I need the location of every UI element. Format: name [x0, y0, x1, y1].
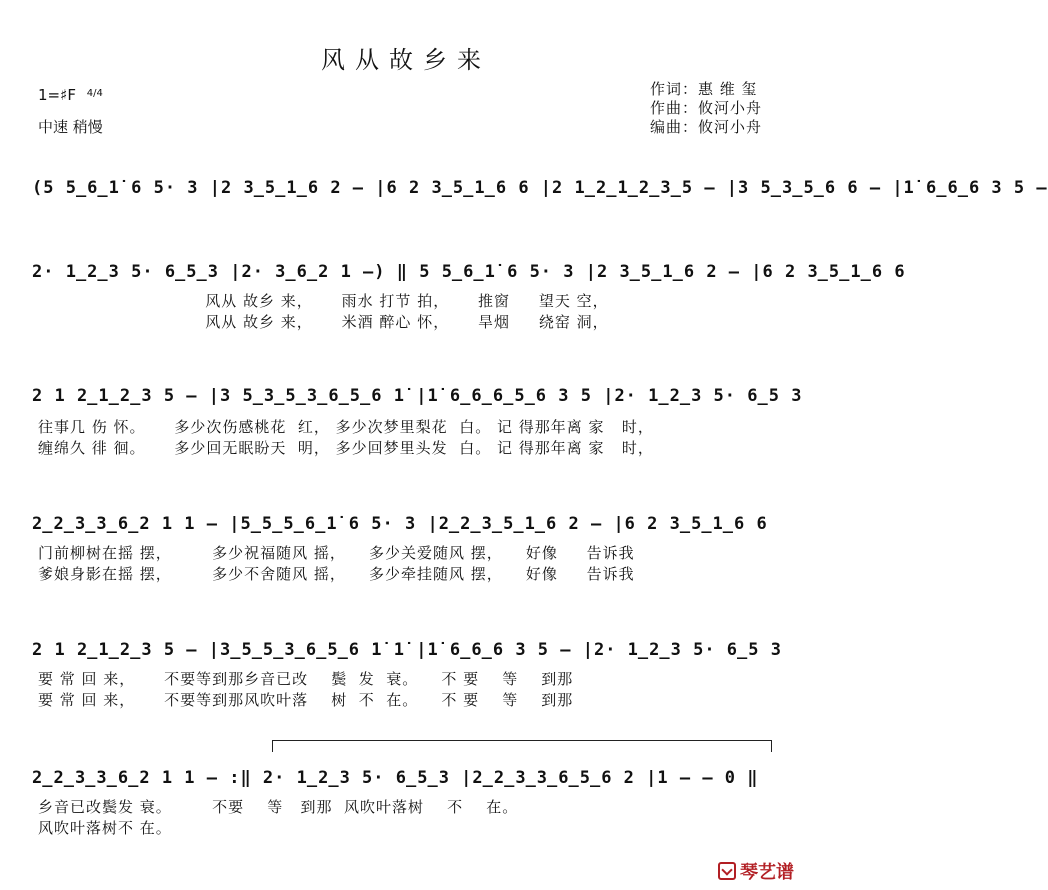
- watermark-logo: [718, 858, 794, 884]
- notation-row: 2 1 2̲1̲2̲3 5 – |3 5̲3̲5̲3̲6̲5̲6 1̇ |1̇ 6̲6̲6̲5̲6 3 5 |2· 1̲2̲3 5· 6̲5 3: [32, 386, 803, 406]
- key-label: 1=♯F: [38, 86, 76, 104]
- volta-bracket-left: [272, 740, 273, 752]
- watermark-text: 琴艺谱: [740, 862, 794, 883]
- notation-row: 2̲2̲3̲3̲6̲2 1 1 – |5̲5̲5̲6̲1̇ 6 5· 3 |2̲2̲3̲5̲1̲6 2 – |6 2 3̲5̲1̲6 6: [32, 514, 768, 534]
- volta-bracket-right: [771, 740, 772, 752]
- lyric-line: 要 常 回 来， 不要等到那风吹叶落 树 不 在。 不 要 等 到那: [38, 691, 574, 709]
- notation-row: 2· 1̲2̲3 5· 6̲5̲3 |2· 3̲6̲2 1 –) ‖ 5 5̲6̲1̇ 6 5· 3 |2 3̲5̲1̲6 2 – |6 2 3̲5̲1̲6 6: [32, 262, 906, 282]
- time-signature: 4/4: [86, 88, 103, 99]
- key-signature: [38, 86, 103, 104]
- notation-row: (5 5̲6̲1̇ 6 5· 3 |2 3̲5̲1̲6 2 – |6 2 3̲5̲1̲6 6 |2 1̲2̲1̲2̲3̲5 – |3 5̲3̲5̲6 6 – |1̇ 6̲6̲6 3 5 –: [32, 178, 1048, 198]
- arranger-credit: 编曲：攸河小舟: [650, 118, 763, 136]
- composer-credit: 作曲：攸河小舟: [650, 99, 763, 117]
- lyric-line: 爹娘身影在摇 摆， 多少不舍随风 摇， 多少牵挂随风 摆， 好像 告诉我: [38, 565, 635, 583]
- tempo-marking: 中速 稍慢: [38, 118, 103, 136]
- lyric-line: 风吹叶落树不 在。: [38, 819, 172, 837]
- lyric-line: 往事几 伤 怀。 多少次伤感桃花 红， 多少次梦里梨花 白。 记 得那年离 家 时，: [38, 418, 654, 436]
- logo-icon: [718, 862, 736, 880]
- lyric-line: 门前柳树在摇 摆， 多少祝福随风 摇， 多少关爱随风 摆， 好像 告诉我: [38, 544, 635, 562]
- lyric-line: 要 常 回 来， 不要等到那乡音已改 鬓 发 衰。 不 要 等 到那: [38, 670, 574, 688]
- volta-bracket: [272, 740, 772, 741]
- notation-row: 2 1 2̲1̲2̲3 5 – |3̲5̲5̲3̲6̲5̲6 1̇ 1̇ |1̇ 6̲6̲6 3 5 – |2· 1̲2̲3 5· 6̲5 3: [32, 640, 782, 660]
- lyric-line: 风从 故乡 来， 米酒 醉心 怀， 旱烟 绕窑 洞，: [38, 313, 609, 331]
- lyricist-credit: 作词：惠 维 玺: [650, 80, 758, 98]
- page-title: 风从故乡来: [321, 46, 491, 74]
- lyric-line: 风从 故乡 来， 雨水 打节 拍， 推窗 望天 空，: [38, 292, 609, 310]
- lyric-line: 乡音已改鬓发 衰。 不要 等 到那 风吹叶落树 不 在。: [38, 798, 519, 816]
- notation-row: 2̲2̲3̲3̲6̲2 1 1 – :‖ 2· 1̲2̲3 5· 6̲5̲3 |2̲2̲3̲3̲6̲5̲6 2 |1 – – 0 ‖: [32, 768, 759, 788]
- lyric-line: 缠绵久 徘 徊。 多少回无眠盼天 明， 多少回梦里头发 白。 记 得那年离 家 时，: [38, 439, 654, 457]
